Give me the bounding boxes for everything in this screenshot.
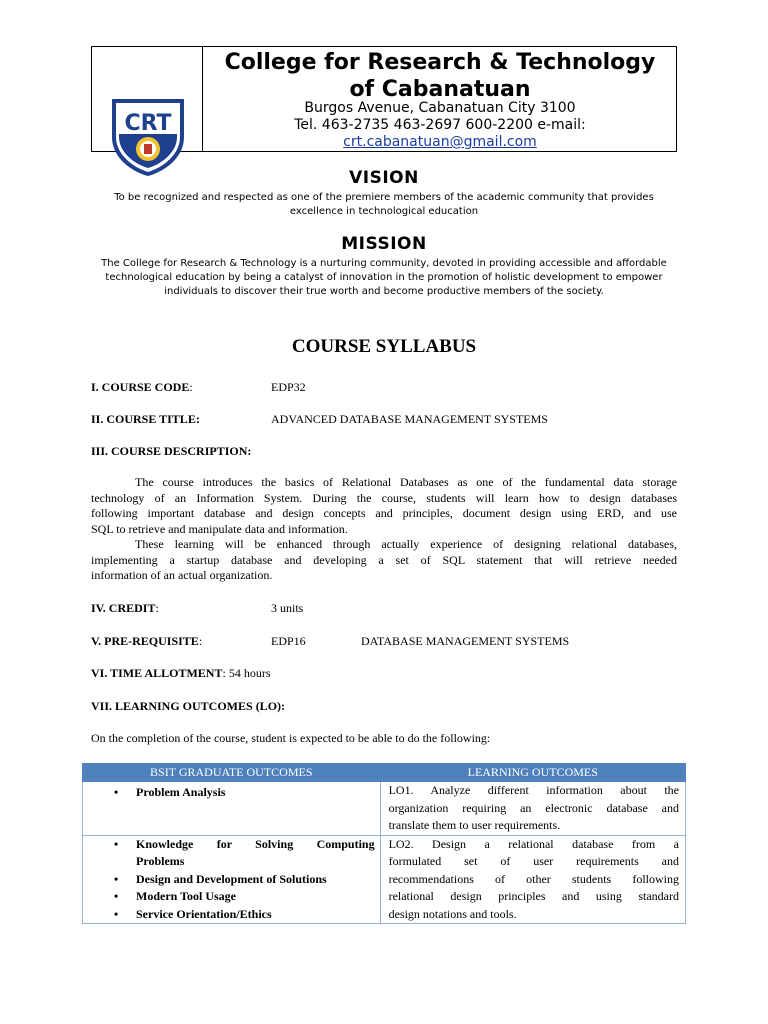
- mission-line1: The College for Research & Technology is a nurturing community, devoted in providing accessible and affordable: [101, 258, 667, 269]
- college-header: [91, 46, 677, 152]
- learning-outcomes-intro: On the completion of the course, student is expected to be able to do the following:: [91, 731, 491, 745]
- outcomes-table: [82, 763, 686, 924]
- bullet-icon: •: [114, 906, 119, 921]
- credit-colon: :: [155, 601, 159, 615]
- course-description-label: III. COURSE DESCRIPTION:: [91, 444, 252, 458]
- outcome-text: Modern Tool Usage: [136, 889, 237, 903]
- prereq-colon: :: [198, 634, 203, 648]
- college-address: [204, 100, 676, 151]
- college-name-line2: of Cabanatuan: [349, 77, 531, 102]
- prereq-code: EDP16: [271, 634, 306, 648]
- lo-line: recommendations of other students following: [388, 871, 679, 886]
- outcome-text: Problems: [136, 854, 185, 868]
- outcome-text: Design and Development of Solutions: [136, 871, 327, 886]
- time-allotment-value: : 54 hours: [222, 666, 271, 680]
- course-code-label: I. COURSE CODE: [91, 380, 190, 394]
- graduate-outcomes-list: [83, 782, 380, 802]
- list-item: [83, 784, 380, 802]
- learning-outcome-cell: [380, 835, 685, 924]
- vision-text: [95, 191, 673, 219]
- outcome-text: Problem Analysis: [136, 785, 226, 799]
- desc-line: SQL to retrieve and manipulate data and information.: [91, 521, 348, 536]
- lo-line: translate them to user requirements.: [388, 818, 561, 832]
- graduate-outcomes-list: [83, 836, 380, 924]
- bullet-icon: •: [114, 889, 119, 903]
- table-row: [83, 782, 686, 836]
- graduate-outcomes-cell: [83, 782, 381, 836]
- syllabus-title: COURSE SYLLABUS: [291, 336, 477, 357]
- lo-line: organization requiring an electronic database and: [388, 800, 679, 815]
- credit-label: IV. CREDIT: [91, 601, 156, 615]
- bullet-icon: •: [114, 871, 119, 886]
- bullet-icon: •: [114, 785, 119, 799]
- lo-line: relational design principles and using standard: [388, 889, 679, 903]
- desc-line: These learning will be enhanced through actually experience of designing relational databases,: [135, 537, 677, 551]
- table-header-row: [83, 764, 686, 782]
- credit-row: [91, 601, 159, 616]
- vision-title: VISION: [349, 168, 419, 188]
- lo-line: LO1. Analyze different information about the: [388, 783, 679, 797]
- prereq-row: [91, 634, 202, 649]
- learning-outcome-text: [381, 836, 685, 924]
- crt-shield-logo: [110, 97, 186, 177]
- prereq-title: DATABASE MANAGEMENT SYSTEMS: [361, 634, 570, 648]
- address-line: Burgos Avenue, Cabanatuan City 3100: [304, 100, 576, 116]
- time-allotment-label: VI. TIME ALLOTMENT: [91, 666, 223, 680]
- lo-line: LO2. Design a relational database from a: [388, 836, 679, 851]
- course-title-value: ADVANCED DATABASE MANAGEMENT SYSTEMS: [271, 412, 548, 426]
- time-allotment-row: [91, 666, 270, 681]
- lo-line: design notations and tools.: [388, 906, 517, 921]
- col-header-learning-outcomes: LEARNING OUTCOMES: [380, 764, 685, 782]
- outcome-text: Service Orientation/Ethics: [136, 906, 272, 921]
- desc-line: following important database and design concepts and principles, document design using ERD, and use: [91, 506, 677, 520]
- bullet-icon: •: [114, 836, 119, 851]
- desc-line: implementing a startup database and developing a set of SQL statement that will retrieve needed: [91, 552, 677, 567]
- table-row: [83, 835, 686, 924]
- list-item: [83, 888, 380, 906]
- lo-line: formulated set of user requirements and: [388, 854, 679, 868]
- prereq-label: V. PRE-REQUISITE: [91, 634, 199, 648]
- college-name-line1: College for Research & Technology: [224, 50, 656, 75]
- course-description-text: [91, 475, 677, 584]
- desc-line: technology of an Information System. During the course, students will learn how to design databases: [91, 490, 677, 505]
- phone-line: Tel. 463-2735 463-2697 600-2200 e-mail:: [294, 117, 586, 133]
- mission-line3: individuals to discover their true worth and become productive members of the society.: [164, 286, 604, 297]
- desc-line: The course introduces the basics of Relational Databases as one of the fundamental data storage: [135, 475, 677, 489]
- desc-line: information of an actual organization.: [91, 568, 273, 582]
- list-item: [83, 836, 380, 871]
- mission-title: MISSION: [341, 234, 427, 254]
- email-link[interactable]: crt.cabanatuan@gmail.com: [343, 134, 537, 150]
- mission-line2: technological education by being a catalyst of innovation in the promotion of holistic development to empower: [105, 272, 663, 283]
- course-code-value: EDP32: [271, 380, 306, 394]
- mission-text: [95, 257, 673, 299]
- course-title-label: II. COURSE TITLE:: [91, 412, 200, 426]
- learning-outcomes-label: VII. LEARNING OUTCOMES (LO):: [91, 699, 286, 713]
- logo-text: CRT: [124, 111, 172, 136]
- credit-value: 3 units: [271, 601, 304, 615]
- college-name: [204, 49, 676, 103]
- vision-line1: To be recognized and respected as one of the premiere members of the academic community that provides: [114, 192, 654, 203]
- graduate-outcomes-cell: [83, 835, 381, 924]
- col-header-graduate-outcomes: BSIT GRADUATE OUTCOMES: [83, 764, 381, 782]
- list-item: [83, 906, 380, 924]
- vision-line2: excellence in technological education: [289, 206, 479, 217]
- learning-outcome-cell: [380, 782, 685, 836]
- course-code-colon: :: [189, 380, 193, 394]
- learning-outcome-text: [381, 782, 685, 835]
- list-item: [83, 871, 380, 889]
- course-code-row: [91, 380, 193, 395]
- outcome-text: Knowledge for Solving Computing: [136, 836, 375, 851]
